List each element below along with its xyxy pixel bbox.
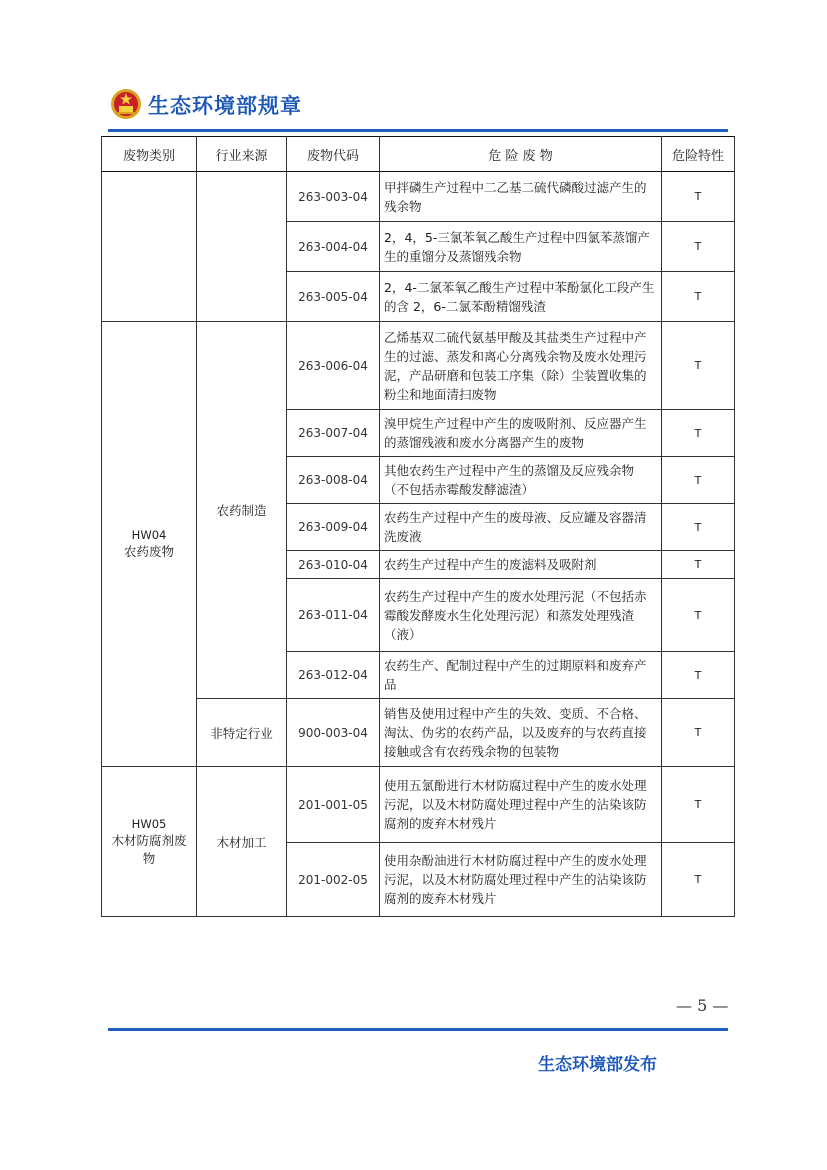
source-cell: 农药制造 [197,322,287,699]
waste-code: 201-001-05 [287,767,380,843]
waste-code: 263-008-04 [287,457,380,504]
waste-code: 263-011-04 [287,579,380,652]
hazardous-waste-table-container [101,136,734,917]
page-number: — 5 — [676,996,729,1015]
waste-code: 201-002-05 [287,843,380,917]
hazard-characteristic: T [662,172,735,222]
waste-description: 溴甲烷生产过程中产生的废吸附剂、反应器产生的蒸馏残液和废水分离器产生的废物 [380,410,662,457]
header-divider [108,129,728,132]
waste-code: 263-003-04 [287,172,380,222]
table-row [102,322,735,410]
waste-description: 农药生产过程中产生的废母液、反应罐及容器清洗废液 [380,504,662,551]
category-cell-continued [102,172,197,322]
column-header-category: 废物类别 [102,137,197,172]
national-emblem-icon [110,88,142,120]
hazard-characteristic: T [662,579,735,652]
waste-code: 263-009-04 [287,504,380,551]
hazard-characteristic: T [662,457,735,504]
table-row [102,699,735,767]
waste-description: 2，4，5-三氯苯氧乙酸生产过程中四氯苯蒸馏产生的重馏分及蒸馏残余物 [380,222,662,272]
hazard-characteristic: T [662,222,735,272]
column-header-code: 废物代码 [287,137,380,172]
waste-description: 销售及使用过程中产生的失效、变质、不合格、淘汰、伪劣的农药产品，以及废弃的与农药直接接触或含有农药残余物的包装物 [380,699,662,767]
category-code: HW04 [131,528,167,542]
source-cell: 木材加工 [197,767,287,917]
column-header-source: 行业来源 [197,137,287,172]
waste-description: 乙烯基双二硫代氨基甲酸及其盐类生产过程中产生的过滤、蒸发和离心分离残余物及废水处理污泥，产品研磨和包装工序集（除）尘装置收集的粉尘和地面清扫废物 [380,322,662,410]
column-header-hazard: 危险特性 [662,137,735,172]
hazard-characteristic: T [662,843,735,917]
waste-code: 263-012-04 [287,652,380,699]
hazard-characteristic: T [662,767,735,843]
waste-code: 263-004-04 [287,222,380,272]
category-cell-hw04 [102,322,197,767]
source-cell-continued [197,172,287,322]
page-header-title: 生态环境部规章 [148,93,302,118]
waste-code: 263-010-04 [287,551,380,579]
hazard-characteristic: T [662,652,735,699]
page-header [108,84,728,132]
hazardous-waste-table [101,136,735,917]
hazard-characteristic: T [662,699,735,767]
source-cell: 非特定行业 [197,699,287,767]
hazard-characteristic: T [662,551,735,579]
category-name: 农药废物 [123,544,174,559]
table-row [102,767,735,843]
waste-description: 农药生产过程中产生的废滤料及吸附剂 [380,551,662,579]
category-cell-hw05 [102,767,197,917]
waste-code: 263-007-04 [287,410,380,457]
waste-code: 900-003-04 [287,699,380,767]
publisher-label: 生态环境部发布 [538,1055,657,1075]
waste-description: 农药生产过程中产生的废水处理污泥（不包括赤霉酸发酵废水生化处理污泥）和蒸发处理残渣（液） [380,579,662,652]
waste-code: 263-005-04 [287,272,380,322]
hazard-characteristic: T [662,322,735,410]
hazard-characteristic: T [662,504,735,551]
hazard-characteristic: T [662,272,735,322]
waste-description: 使用杂酚油进行木材防腐过程中产生的废水处理污泥，以及木材防腐处理过程中产生的沾染该防腐剂的废弃木材残片 [380,843,662,917]
table-row [102,172,735,222]
waste-description: 农药生产、配制过程中产生的过期原料和废弃产品 [380,652,662,699]
waste-description: 甲拌磷生产过程中二乙基二硫代磷酸过滤产生的残余物 [380,172,662,222]
footer-divider [108,1028,728,1031]
waste-description: 2，4-二氯苯氧乙酸生产过程中苯酚氯化工段产生的含 2，6-二氯苯酚精馏残渣 [380,272,662,322]
category-code: HW05 [131,816,167,831]
table-header-row [102,137,735,172]
category-name: 木材防腐剂废物 [111,832,187,866]
column-header-waste: 危 险 废 物 [380,137,662,172]
hazard-characteristic: T [662,410,735,457]
waste-code: 263-006-04 [287,322,380,410]
waste-description: 使用五氯酚进行木材防腐过程中产生的废水处理污泥，以及木材防腐处理过程中产生的沾染该防腐剂的废弃木材残片 [380,767,662,843]
waste-description: 其他农药生产过程中产生的蒸馏及反应残余物（不包括赤霉酸发酵滤渣） [380,457,662,504]
